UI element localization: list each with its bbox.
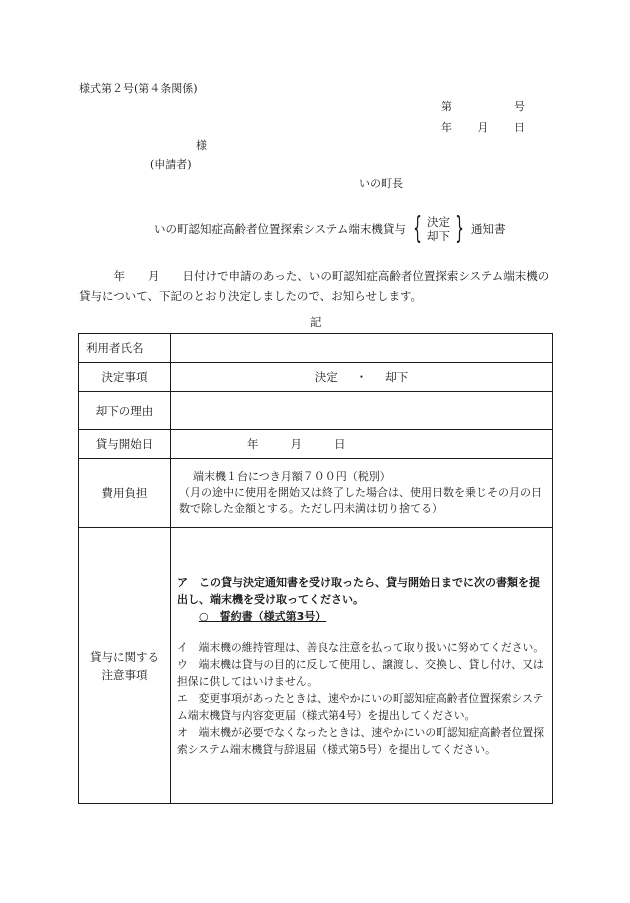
label-text: 決定事項 [101,370,148,384]
form-number: 様式第２号(第４条関係) [79,82,198,95]
cost-line-2: （月の途中に使用を開始又は終了した場合は、使用日数を乗じその月の日数で除した金額とする。ただし円未満は切り捨てる） [179,486,542,515]
addressee-role: (申請者) [150,158,192,171]
rejection-reason-field[interactable] [171,392,553,430]
decision-separator: ・ [355,370,368,384]
decision-field[interactable] [171,363,553,392]
note-a-document: ○ 誓約書（様式第3号） [199,609,327,623]
rejection-reason-label [79,392,171,430]
issue-day: 日 [514,121,525,134]
spacer [177,625,546,639]
left-brace-icon: { [413,211,422,246]
note-i: イ 端末機の維持管理は、善良な注意を払って取り扱いに努めてください。 [177,640,545,654]
note-o: オ 端末機が必要でなくなったときは、速やかにいの町認知症高齢者位置探索システム端末機貸与辞退届（様式第5号）を提出してください。 [177,725,545,756]
right-brace-icon: } [455,211,464,246]
label-text: 貸与開始日 [95,437,154,451]
start-day: 日 [334,437,346,451]
start-date-label [79,430,171,459]
title-before: いの町認知症高齢者位置探索システム端末機貸与 [154,222,406,236]
title-option-brace [408,211,469,246]
document-number [441,98,525,114]
notes-label-line-1: 貸与に関する [90,649,159,664]
issuer: いの町長 [359,177,403,190]
table-row [79,392,553,430]
table-row [79,363,553,392]
details-table [78,333,553,804]
table-row [79,430,553,459]
cost-label [79,459,171,528]
document-title [154,211,506,246]
ki-heading: 記 [310,315,322,329]
label-text: 却下の理由 [95,403,154,418]
notes-label-line-2: 注意事項 [101,667,148,682]
title-after: 通知書 [471,222,506,236]
title-option-rejection: 却下 [426,229,450,243]
table-row [79,528,553,804]
body-text: 年 月 日付けで申請のあった、いの町認知症高齢者位置探索システム端末機の貸与について、下記のとおり決定しましたので、お知らせします。 [79,269,550,303]
label-text: 利用者氏名 [86,341,144,355]
decision-option-decided[interactable]: 決定 [314,370,338,384]
decision-label [79,363,171,392]
table-row [79,459,553,528]
note-a: ア この貸与決定通知書を受け取ったら、貸与開始日までに次の書類を提出し、端末機を受け取ってください。 [177,575,540,606]
start-date-field[interactable] [171,430,553,459]
user-name-label [79,334,171,363]
notes-label [79,528,171,804]
start-month: 月 [290,437,302,451]
label-text: 費用負担 [101,486,148,500]
notes-field [171,528,553,804]
decision-option-rejected[interactable]: 却下 [385,370,409,384]
doc-no-suffix: 号 [514,100,525,113]
addressee-honorific: 様 [196,139,207,152]
issue-year: 年 [441,121,452,134]
doc-no-prefix: 第 [441,100,452,113]
note-u: ウ 端末機は貸与の目的に反して使用し、譲渡し、交換し、貸し付け、又は担保に供してはいけません。 [177,657,544,688]
cost-field [171,459,553,528]
issue-month: 月 [477,121,489,134]
title-option-decision: 決定 [426,215,450,229]
issue-date [441,119,525,135]
cost-line-1: 端末機１台につき月額７００円（税別） [193,470,391,483]
note-e: エ 変更事項があったときは、速やかにいの町認知症高齢者位置探索システム端末機貸与内容変更届（様式第4号）を提出してください。 [177,691,544,722]
start-year: 年 [247,437,259,451]
table-row [79,334,553,363]
user-name-field[interactable] [171,334,553,363]
